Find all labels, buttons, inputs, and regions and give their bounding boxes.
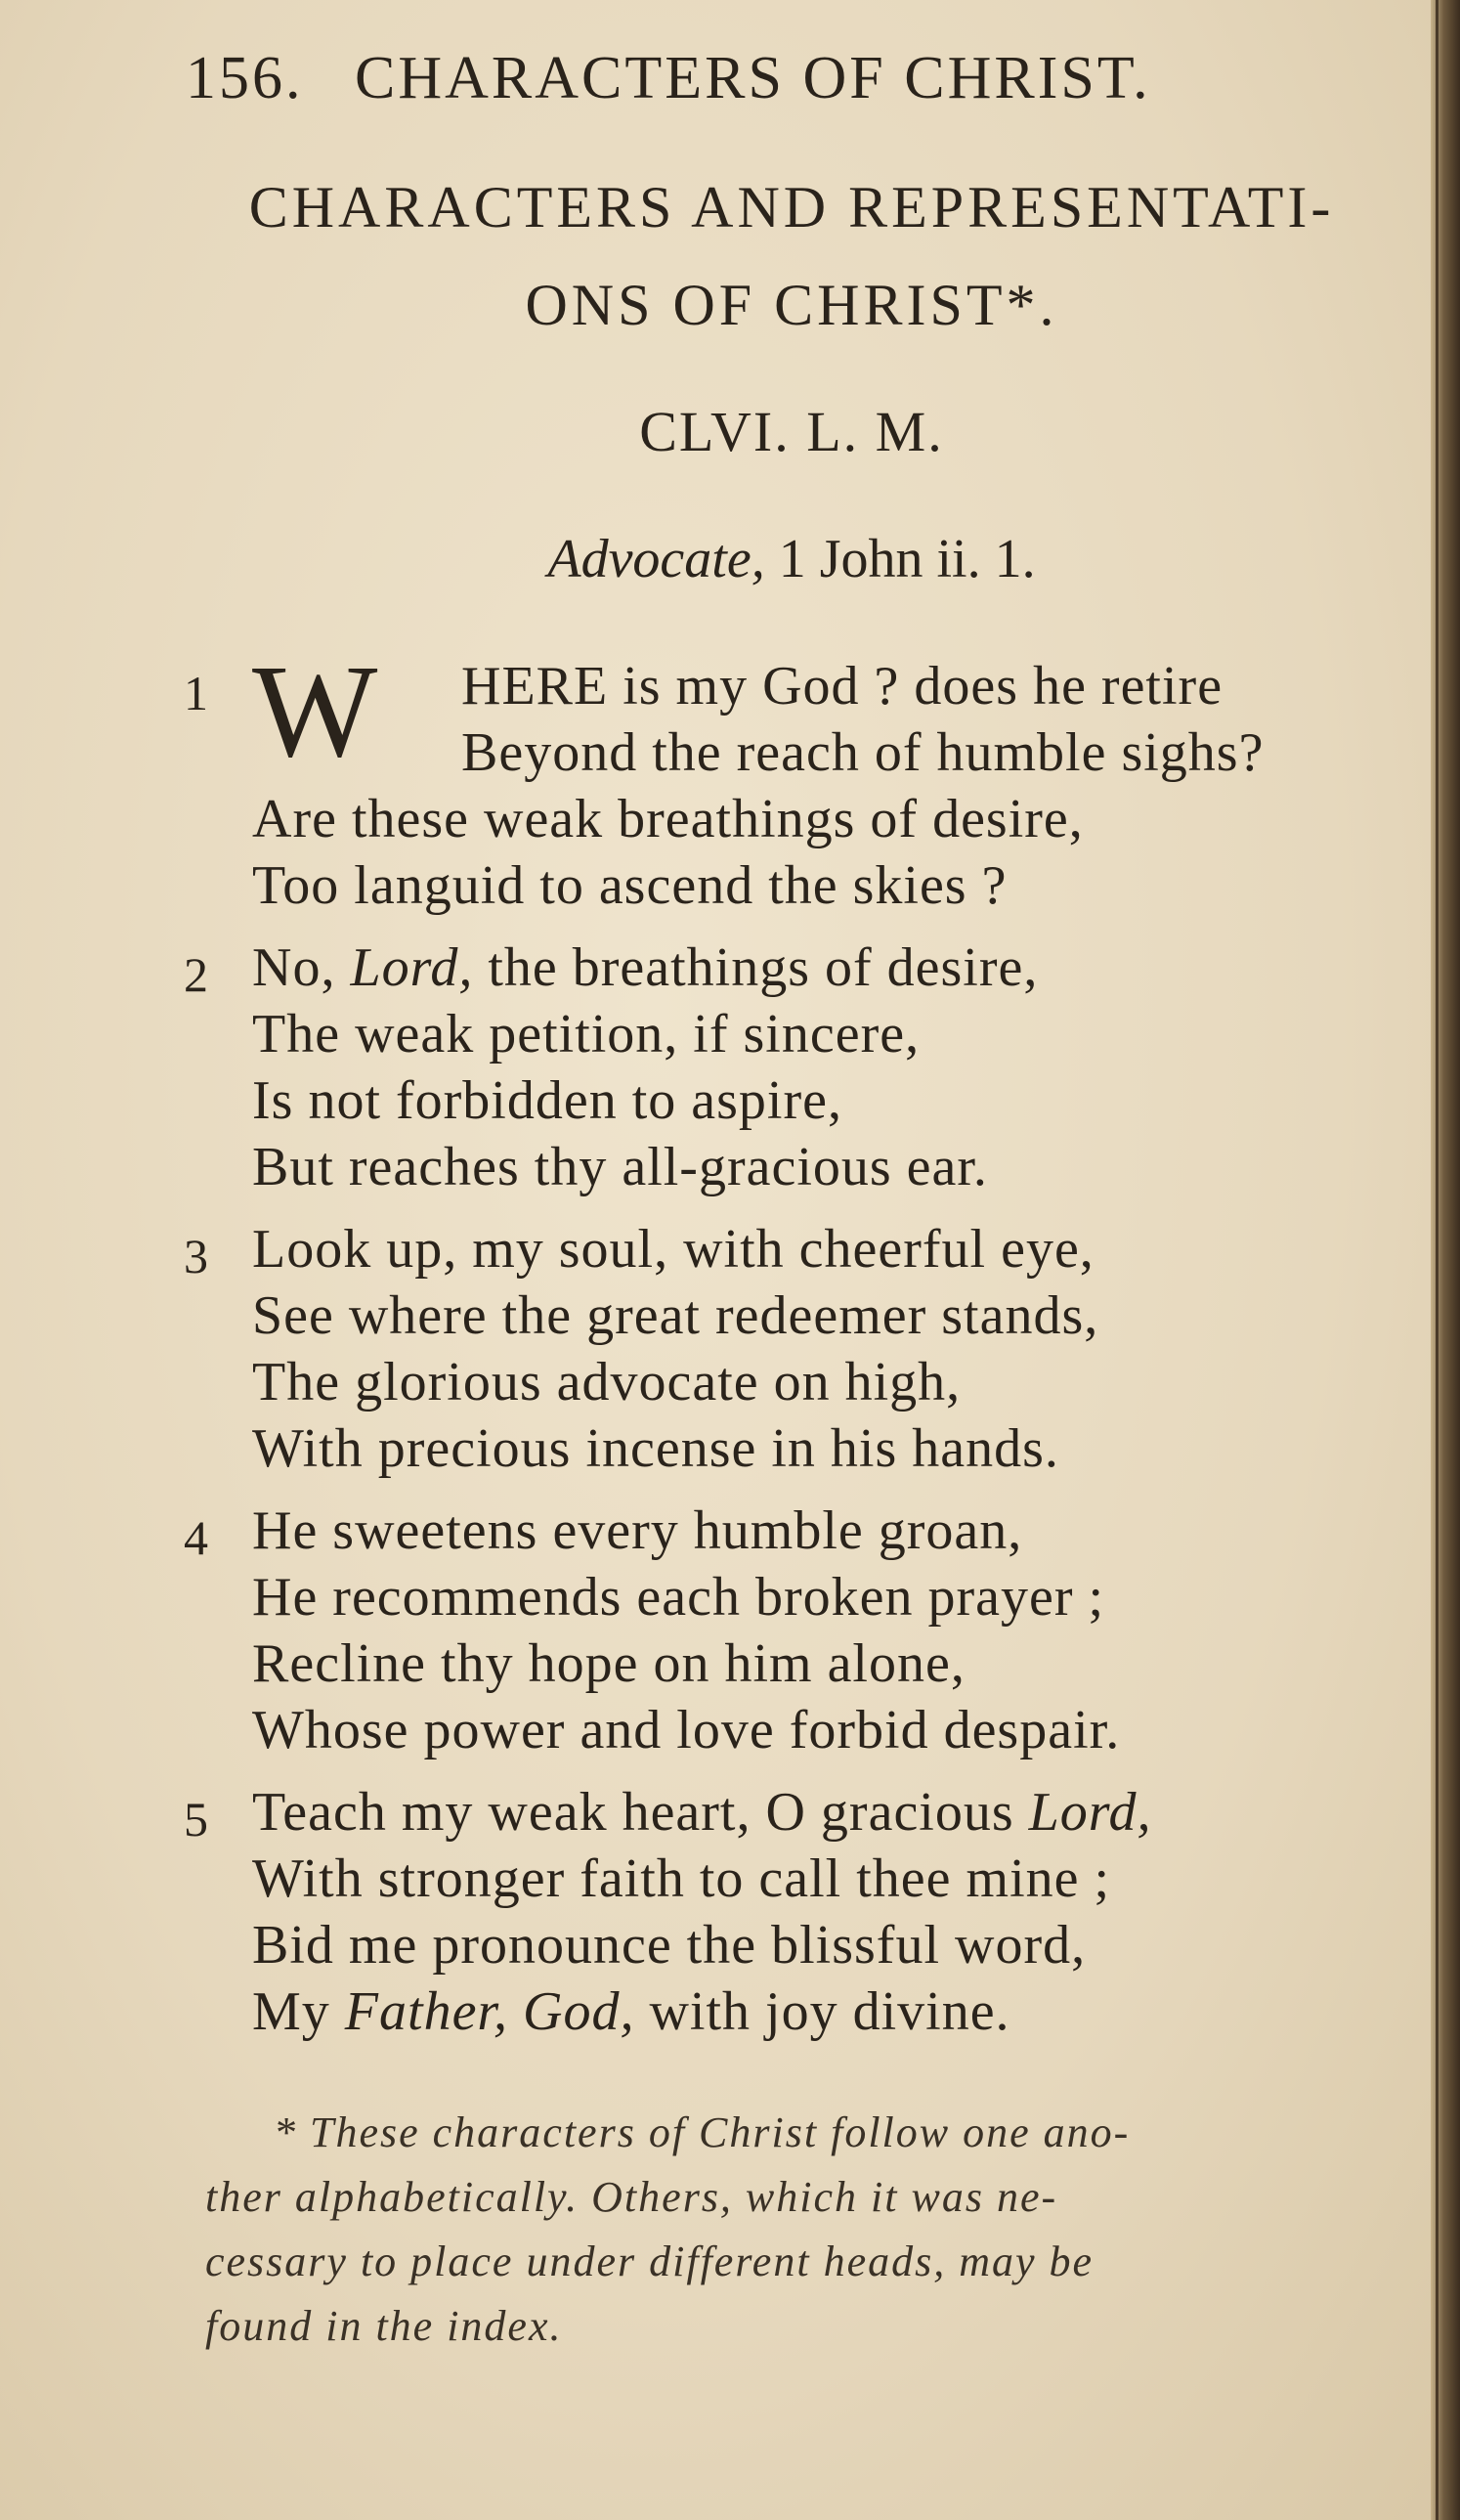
verse-text: Teach my weak heart, O gracious xyxy=(252,1782,1029,1843)
hymn-subject: Advocate, xyxy=(547,529,765,589)
verse-line: He recommends each broken prayer ; xyxy=(252,1567,1105,1628)
footnote-line: cessary to place under different heads, may be xyxy=(205,2238,1095,2285)
verse-line: The weak petition, if sincere, xyxy=(252,1004,921,1064)
footnote-line: found in the index. xyxy=(205,2302,563,2350)
stanza-number: 1 xyxy=(184,666,208,720)
verse-italic: Lord, xyxy=(1028,1782,1152,1843)
stanza-number: 3 xyxy=(184,1229,208,1283)
verse-line: See where the great redeemer stands, xyxy=(252,1285,1099,1346)
verse-line: He sweetens every humble groan, xyxy=(252,1500,1023,1561)
page-edge-line xyxy=(1436,0,1439,2520)
verse-text: with joy divine. xyxy=(634,1981,1010,2042)
section-title-line-1: CHARACTERS AND REPRESENTATI- xyxy=(248,175,1335,239)
verse-italic: Father, God, xyxy=(344,1981,635,2042)
verse-text: No, xyxy=(252,937,351,998)
verse-line xyxy=(252,1781,1152,1844)
section-title-line-2: ONS OF CHRIST*. xyxy=(525,273,1058,337)
verse-line xyxy=(252,936,1038,999)
verse-line: Bid me pronounce the blissful word, xyxy=(252,1915,1087,1976)
verse-line: Recline thy hope on him alone, xyxy=(252,1633,966,1694)
verse-line: With precious incense in his hands. xyxy=(252,1418,1059,1479)
page-number: 156. xyxy=(186,45,304,111)
verse-line: Are these weak breathings of desire, xyxy=(252,789,1084,849)
verse-line: Whose power and love forbid despair. xyxy=(252,1700,1121,1760)
running-head xyxy=(186,44,1261,113)
verse-line xyxy=(252,1980,1010,2043)
footnote-line: * These characters of Christ follow one ano- xyxy=(274,2108,1131,2156)
verse-line: The glorious advocate on high, xyxy=(252,1352,962,1412)
stanza-number: 2 xyxy=(184,947,208,1002)
verse-italic: Lord, xyxy=(350,937,474,998)
footnote-line: ther alphabetically. Others, which it was ne- xyxy=(205,2173,1058,2221)
verse-line: HERE is my God ? does he retire xyxy=(461,656,1224,717)
verse-text: My xyxy=(252,1981,345,2042)
verse-line: Too languid to ascend the skies ? xyxy=(252,855,1008,916)
stanza-number: 5 xyxy=(184,1792,208,1847)
verse-line: Beyond the reach of humble sighs? xyxy=(461,722,1265,783)
verse-line: Look up, my soul, with cheerful eye, xyxy=(252,1219,1095,1280)
verse-line: But reaches thy all-gracious ear. xyxy=(252,1137,988,1197)
verse-line: With stronger faith to call thee mine ; xyxy=(252,1848,1111,1909)
hymn-subtitle xyxy=(176,528,1407,590)
drop-cap: W xyxy=(252,638,378,785)
verse-line: Is not forbidden to aspire, xyxy=(252,1070,842,1131)
verse-text: the breathings of desire, xyxy=(473,937,1039,998)
scripture-reference: 1 John ii. 1. xyxy=(778,529,1036,589)
stanza-number: 4 xyxy=(184,1510,208,1565)
running-head-text: CHARACTERS OF CHRIST. xyxy=(355,45,1151,111)
hymn-number: CLVI. L. M. xyxy=(639,400,944,463)
